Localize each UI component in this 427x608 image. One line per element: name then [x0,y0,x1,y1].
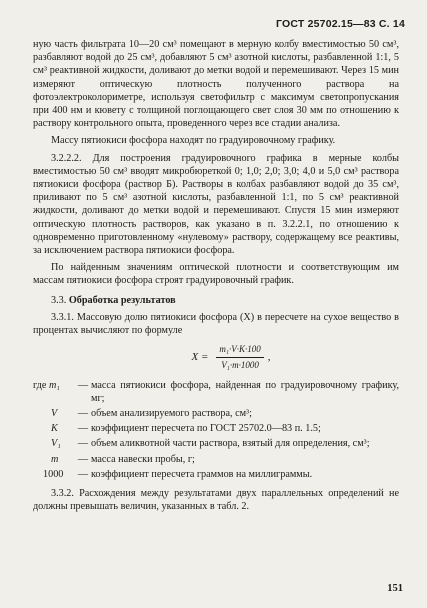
page-header: ГОСТ 25702.15—83 С. 14 [275,18,405,30]
definition-text: масса пятиокиси фосфора, найденная по градуировочному графику, мг; [91,379,399,404]
definition-symbol: m [51,453,59,465]
paragraph-graph-construction: По найденным значениям оптической плотности и соответствующим им массам пятиокиси фосфора строят градуировочный график. [33,262,399,287]
definition-item [33,453,399,466]
definition-prefix: где [33,379,49,391]
definition-item [33,422,399,435]
definition-item [33,437,399,450]
page-content [33,38,399,514]
formula-fraction [216,343,263,372]
paragraph-mass-from-graph: Массу пятиокиси фосфора находят по градуировочному графику. [51,135,336,147]
definition-text: объем аликвотной части раствора, взятый для определения, см³; [91,438,370,450]
definition-text: объем анализируемого раствора, см³; [91,408,252,420]
definition-symbol: V₁ [51,438,61,450]
definition-text: коэффициент пересчета граммов на миллиграммы. [91,468,313,480]
definition-item [33,379,399,405]
definition-symbol: m₁ [48,379,60,391]
variable-definitions [33,379,399,481]
paragraph-3-3-1: 3.3.1. Массовую долю пятиокиси фосфора (X) в пересчете на сухое вещество в процентах вычисляют по формуле [33,311,399,337]
definition-symbol-cell [33,437,75,450]
definition-dash: — [77,453,89,465]
paragraph-3-2-2-2: 3.2.2.2. Для построения градуировочного графика в мерные колбы вместимостью 50 см³ вводят микробюреткой 0; 1,0; 2,0; 3,0; 4,0 и 5,0 см³ раствора пятиокиси фосфора (раствор Б). Растворы в колбах разбавляют водой до 35 см³, приливают по 5 см³ азотной кислоты, разбавленной 1:1, по 5 см³ реактивной жидкости, доливают до метки водой и перемешивают. Спустя 15 мин измеряют оптическую плотность растворов, как указано в п. 3.2.2.1, по отношению к одновременно приготовленному «нулевому» раствору, содержащему все реактивы, за исключением раствора пятиокиси фосфора. [33,152,399,257]
section-heading [33,294,399,307]
definition-text: масса навески пробы, г; [91,453,195,465]
definition-dash: — [77,423,89,435]
definition-symbol-cell [33,379,75,405]
formula-tail: , [267,351,271,364]
definition-text: коэффициент пересчета по ГОСТ 25702.0—83 п. 1.5; [91,423,321,435]
definition-item [33,468,399,481]
section-number: 3.3. [51,294,67,306]
definition-dash: — [77,379,89,391]
paragraph-continuation: ную часть фильтрата 10—20 см³ помещают в мерную колбу вместимостью 50 см³, разбавляют водой до 25 см³, добавляют 5 см³ азотной кислоты, разбавленной 1:1, 5 см³ реактивной жидкости, доливают до метки водой и перемешивают. Через 15 мин измеряют оптическую плотность полученного раствора на фотоэлектроколориметре, используя светофильтр с максимум светопропускания при 400 нм и кювету с толщиной поглощающего свет слоя 30 мм по отношению к раствору контрольного опыта, проведенного через все стадии анализа. [33,39,399,130]
definition-dash: — [77,438,89,450]
definition-symbol-cell [33,422,75,435]
section-title: Обработка результатов [68,294,176,306]
definition-item [33,407,399,420]
definition-symbol: V [51,408,58,420]
formula-lhs: X = [191,351,209,364]
definition-symbol: K [51,423,58,435]
definition-symbol: 1000 [43,468,64,480]
formula-denominator: V₁·m·1000 [221,360,259,371]
definition-symbol-cell [33,407,75,420]
definition-dash: — [77,408,89,420]
formula-numerator: m₁·V·K·100 [216,343,263,358]
definition-symbol-cell [33,468,75,481]
paragraph-3-3-2: 3.3.2. Расхождения между результатами двух параллельных определений не должны превышать величин, указанных в табл. 2. [33,488,399,513]
definition-symbol-cell [33,453,75,466]
definition-dash: — [77,468,89,480]
formula [63,343,399,372]
page-number: 151 [387,583,403,594]
